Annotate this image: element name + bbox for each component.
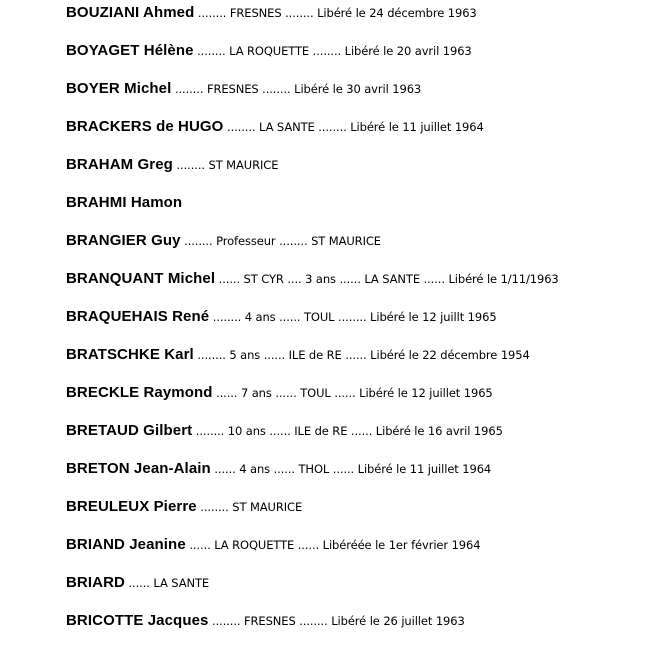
list-item: [66, 117, 646, 155]
entry-name: BRETAUD Gilbert: [66, 422, 193, 439]
entry-details: ...... LA SANTE: [124, 576, 210, 590]
entry-details: ........ 5 ans ...... ILE de RE ...... Libéré le 22 décembre 1954: [193, 348, 530, 362]
list-item: [66, 345, 646, 383]
list-item: [66, 269, 646, 307]
entry-name: BRAQUEHAIS René: [66, 308, 210, 325]
entry-details: ...... 4 ans ...... THOL ...... Libéré le 11 juillet 1964: [210, 462, 492, 476]
list-item: [66, 421, 646, 459]
entry-name: BRAHMI Hamon: [66, 194, 183, 211]
list-item: [66, 535, 646, 573]
list-item: [66, 3, 646, 41]
entry-details: ........ 10 ans ...... ILE de RE ...... Libéré le 16 avril 1965: [192, 424, 503, 438]
entry-name: BRAHAM Greg: [66, 156, 173, 173]
entry-name: BRATSCHKE Karl: [66, 346, 194, 363]
entry-name: BREULEUX Pierre: [66, 498, 197, 515]
entry-details: ........ 4 ans ...... TOUL ........ Libéré le 12 juillt 1965: [209, 310, 497, 324]
entry-details: ...... 7 ans ...... TOUL ...... Libéré le 12 juillet 1965: [212, 386, 493, 400]
list-item: [66, 307, 646, 345]
entry-details: ........ FRESNES ........ Libéré le 26 juillet 1963: [208, 614, 465, 628]
entry-details: ........ LA SANTE ........ Libéré le 11 juillet 1964: [223, 120, 484, 134]
entry-name: BRETON Jean-Alain: [66, 460, 211, 477]
entry-name: BOUZIANI Ahmed: [66, 4, 195, 21]
entry-details: ...... LA ROQUETTE ...... Libéréée le 1er février 1964: [185, 538, 481, 552]
list-item: [66, 79, 646, 117]
list-item: [66, 497, 646, 535]
entry-name: BRANGIER Guy: [66, 232, 181, 249]
entry-name: BOYER Michel: [66, 80, 172, 97]
list-item: [66, 573, 646, 611]
list-item: [66, 193, 646, 231]
entry-name: BRANQUANT Michel: [66, 270, 216, 287]
entry-name: BOYAGET Hélène: [66, 42, 194, 59]
list-item: [66, 231, 646, 269]
list-item: [66, 459, 646, 497]
entry-details: ........ LA ROQUETTE ........ Libéré le 20 avril 1963: [193, 44, 472, 58]
list-item: [66, 383, 646, 421]
entry-name: BRACKERS de HUGO: [66, 118, 224, 135]
entry-details: ........ FRESNES ........ Libéré le 24 décembre 1963: [194, 6, 477, 20]
entry-list: [66, 3, 646, 649]
list-item: [66, 41, 646, 79]
entry-details: ........ Professeur ........ ST MAURICE: [180, 234, 381, 248]
entry-details: ...... ST CYR .... 3 ans ...... LA SANTE ...... Libéré le 1/11/1963: [215, 272, 559, 286]
entry-details: ........ ST MAURICE: [172, 158, 279, 172]
entry-name: BRIAND Jeanine: [66, 536, 186, 553]
entry-details: ........ ST MAURICE: [196, 500, 303, 514]
list-item: [66, 611, 646, 649]
entry-name: BRIARD: [66, 574, 125, 591]
entry-details: ........ FRESNES ........ Libéré le 30 avril 1963: [171, 82, 422, 96]
entry-name: BRICOTTE Jacques: [66, 612, 209, 629]
list-item: [66, 155, 646, 193]
entry-name: BRECKLE Raymond: [66, 384, 213, 401]
